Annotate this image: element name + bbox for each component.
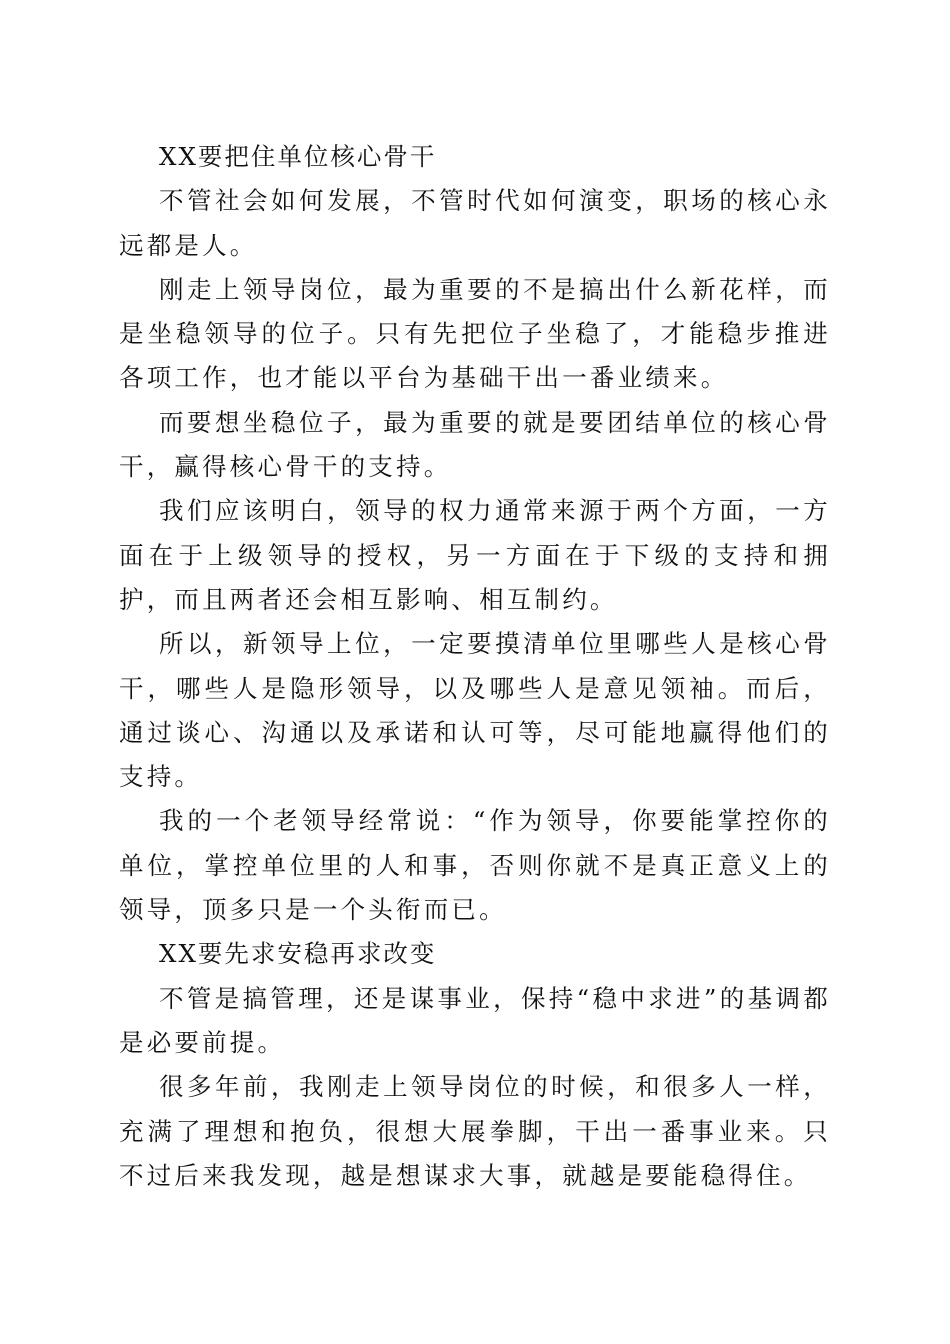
paragraph: 很多年前，我刚走上领导岗位的时候，和很多人一样，充满了理想和抱负，很想大展拳脚，干出一番事业来。只不过后来我发现，越是想谋求大事，就越是要能稳得住。 [119,1072,831,1190]
paragraph: 不管是搞管理，还是谋事业，保持“稳中求进”的基调都是必要前提。 [119,983,831,1057]
paragraph: 刚走上领导岗位，最为重要的不是搞出什么新花样，而是坐稳领导的位子。只有先把位子坐稳了，才能稳步推进各项工作，也才能以平台为基础干出一番业绩来。 [119,274,831,393]
paragraph: 我们应该明白，领导的权力通常来源于两个方面，一方面在于上级领导的授权，另一方面在于下级的支持和拥护，而且两者还会相互影响、相互制约。 [119,496,831,614]
paragraph: 而要想坐稳位子，最为重要的就是要团结单位的核心骨干，赢得核心骨干的支持。 [119,407,831,482]
document-page [119,135,831,1198]
paragraph: 我的一个老领导经常说：“作为领导，你要能掌控你的单位，掌控单位里的人和事，否则你就不是真正意义上的领导，顶多只是一个头衔而已。 [119,806,831,925]
paragraph: 不管社会如何发展，不管时代如何演变，职场的核心永远都是人。 [119,186,831,260]
paragraph: 所以，新领导上位，一定要摸清单位里哪些人是核心骨干，哪些人是隐形领导，以及哪些人是意见领袖。而后，通过谈心、沟通以及承诺和认可等，尽可能地赢得他们的支持。 [119,629,831,792]
section-heading-stability: XX要先求安稳再求改变 [159,939,437,969]
section-heading-core-staff: XX要把住单位核心骨干 [159,142,437,171]
